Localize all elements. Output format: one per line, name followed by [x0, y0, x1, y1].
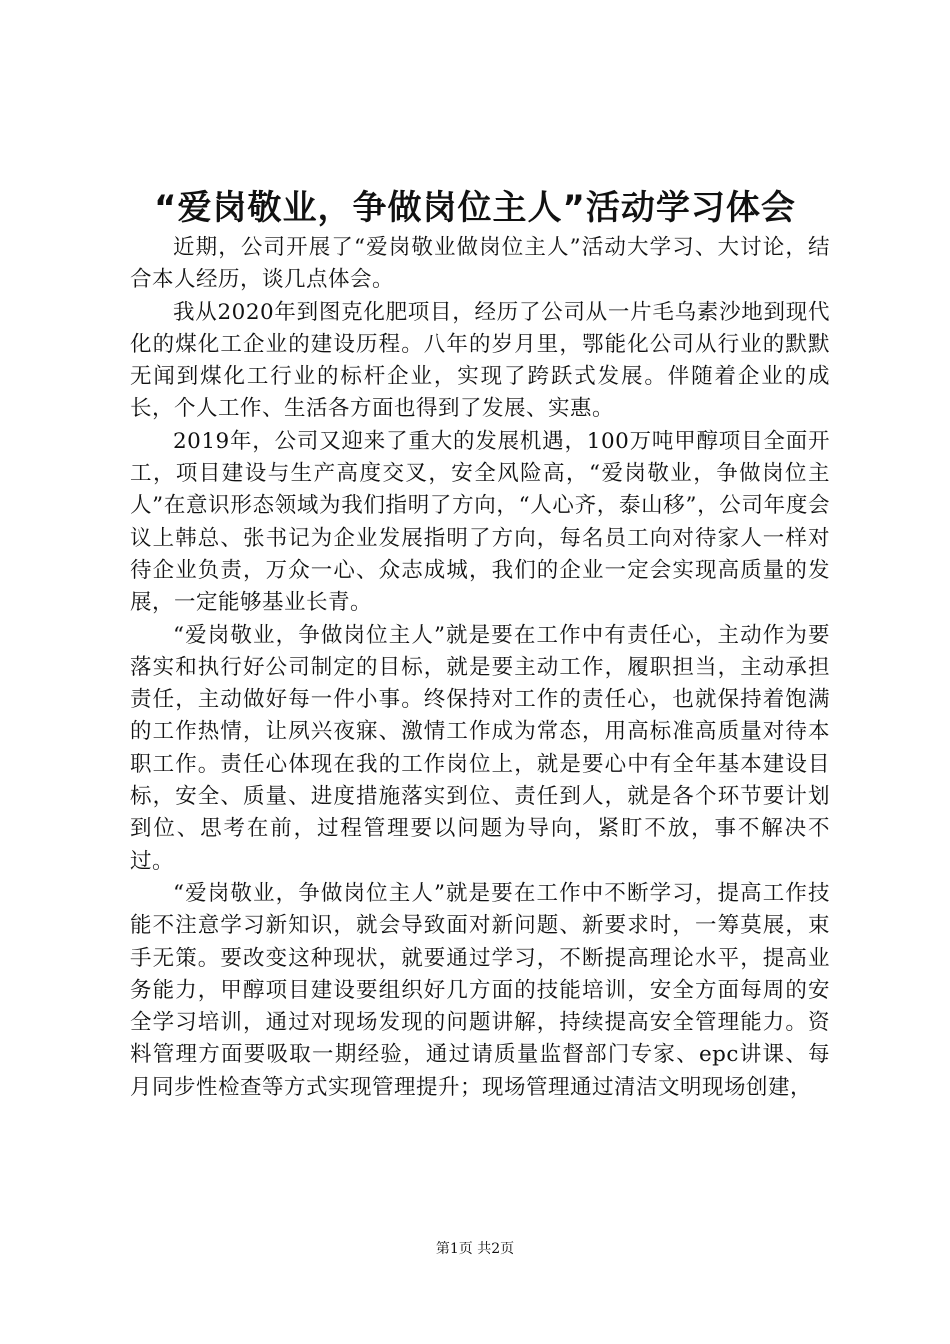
- paragraph-opportunity: 2019年，公司又迎来了重大的发展机遇，100万吨甲醇项目全面开工，项目建设与生产高度交叉，安全风险高，“爱岗敬业，争做岗位主人”在意识形态领域为我们指明了方向，“人心齐，泰山移”，公司年度会议上韩总、张书记为企业发展指明了方向，每名员工向对待家人一样对待企业负责，万众一心、众志成城，我们的企业一定会实现高质量的发展，一定能够基业长青。: [130, 428, 830, 616]
- paragraph-intro: 近期，公司开展了“爱岗敬业做岗位主人”活动大学习、大讨论，结合本人经历，谈几点体会。: [130, 235, 830, 293]
- page-number-footer: 第1页 共2页: [435, 1241, 515, 1257]
- document-title: “爱岗敬业，争做岗位主人”活动学习体会: [154, 188, 796, 228]
- document-body: [130, 232, 830, 1104]
- paragraph-history: 我从2020年到图克化肥项目，经历了公司从一片毛乌素沙地到现代化的煤化工企业的建设历程。八年的岁月里，鄂能化公司从行业的默默无闻到煤化工行业的标杆企业，实现了跨跃式发展。伴随着企业的成长，个人工作、生活各方面也得到了发展、实惠。: [130, 299, 830, 422]
- paragraph-learning: “爱岗敬业，争做岗位主人”就是要在工作中不断学习，提高工作技能不注意学习新知识，就会导致面对新问题、新要求时，一筹莫展，束手无策。要改变这种现状，就要通过学习，不断提高理论水平，提高业务能力，甲醇项目建设要组织好几方面的技能培训，安全方面每周的安全学习培训，通过对现场发现的问题讲解，持续提高安全管理能力。资料管理方面要吸取一期经验，通过请质量监督部门专家、epc讲课、每月同步性检查等方式实现管理提升；现场管理通过清洁文明现场创建，: [130, 880, 830, 1100]
- paragraph-responsibility: “爱岗敬业，争做岗位主人”就是要在工作中有责任心，主动作为要落实和执行好公司制定的目标，就是要主动工作，履职担当，主动承担责任，主动做好每一件小事。终保持对工作的责任心，也就保持着饱满的工作热情，让夙兴夜寐、激情工作成为常态，用高标准高质量对待本职工作。责任心体现在我的工作岗位上，就是要心中有全年基本建设目标，安全、质量、进度措施落实到位、责任到人，就是各个环节要计划到位、思考在前，过程管理要以问题为导向，紧盯不放，事不解决不过。: [130, 622, 830, 874]
